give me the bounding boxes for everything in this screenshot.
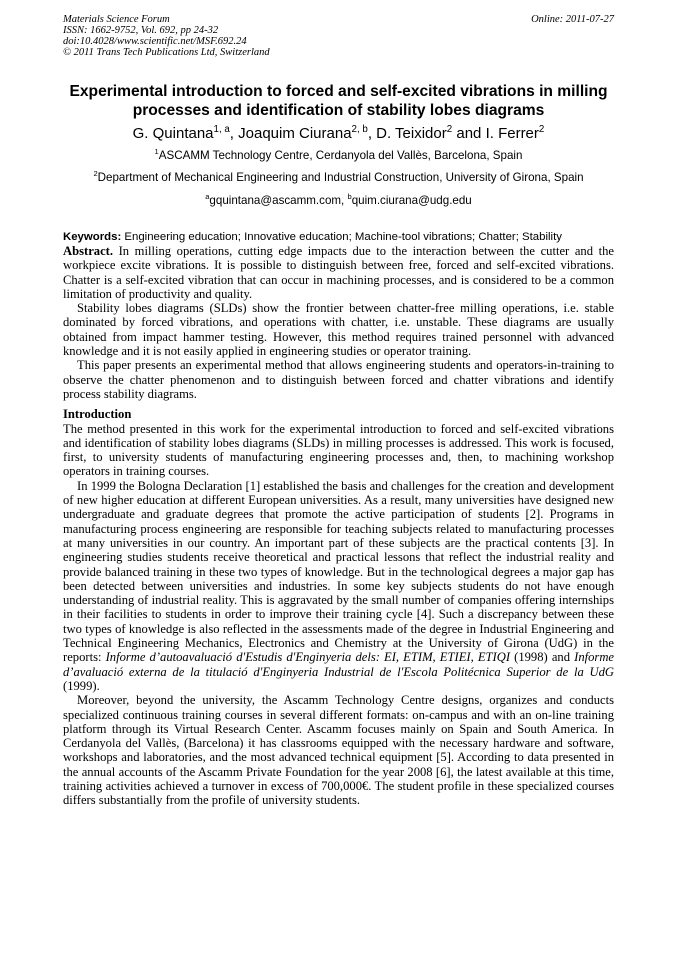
intro-text: (1999). xyxy=(63,678,100,693)
abstract-paragraph-3: This paper presents an experimental method that allows engineering students and operators-in-training to observe the chatter phenomenon and to distinguish between forced and chatter vibrations and identify process stability diagrams. xyxy=(63,358,614,401)
paper-page xyxy=(63,14,614,808)
keywords-text: Engineering education; Innovative education; Machine-tool vibrations; Chatter; Stability xyxy=(121,231,562,243)
section-heading-introduction: Introduction xyxy=(63,407,132,422)
email-mark: a xyxy=(205,192,210,202)
affiliation-text: Department of Mechanical Engineering and Industrial Construction, University of Girona, Spain xyxy=(97,171,584,184)
intro-paragraph-3: Moreover, beyond the university, the Ascamm Technology Centre designs, organizes and conducts specialized continuous training courses in several different formats: on-campus and with an on-line training platform through its Virtual Research Center. Ascamm focuses mainly on Spain and South America. In Cerdanyola del Vallès, (Barcelona) it has classrooms equipped with the necessary hardware and software, workshops and laboratories, and the most advanced technical equipment [5]. According to data presented in the annual accounts of the Ascamm Private Foundation for the year 2008 [6], the latest available at this time, training activities achieved a turnover in excess of 700,000€. The student profile in these specialized courses differs substantially from the profile of university students. xyxy=(63,693,614,808)
abstract-text: In milling operations, cutting edge impacts due to the interaction between the cutter and the workpiece excite vibrations. It is possible to distinguish between free, forced and self-excited vibrations. Chatter is a self-excited vibration that can occur in machining processes, and is considered to be a common limitation of productivity and quality. xyxy=(63,244,614,301)
author-affil-mark: 2 xyxy=(446,124,453,135)
affiliation-text: ASCAMM Technology Centre, Cerdanyola del Vallès, Barcelona, Spain xyxy=(158,149,523,162)
abstract-label: Abstract. xyxy=(63,244,114,258)
author-affil-mark: 2, b xyxy=(351,124,368,135)
paper-title: Experimental introduction to forced and self-excited vibrations in milling processes and identification of stability lobes diagrams xyxy=(69,83,608,119)
author-separator: , xyxy=(229,125,239,142)
doi-line: doi:10.4028/www.scientific.net/MSF.692.24 xyxy=(63,36,247,47)
email-mark: b xyxy=(347,192,352,202)
author-name: G. Quintana xyxy=(132,125,214,142)
paper-body xyxy=(63,244,614,808)
author-list xyxy=(63,125,614,143)
affiliation-mark: 1 xyxy=(154,147,159,157)
intro-paragraph-1: The method presented in this work for the experimental introduction to forced and self-excited vibrations and identification of stability lobes diagrams (SLDs) in milling processes is addressed. This work is focused, first, to university students of manufacturing engineering processes and, then, to machining workshop operators in training courses. xyxy=(63,421,614,479)
affiliation-mark: 2 xyxy=(93,169,98,179)
author-separator: , xyxy=(367,125,377,142)
copyright-line: © 2011 Trans Tech Publications Ltd, Switzerland xyxy=(63,47,270,58)
report-title: Informe d’avaluació externa de la titulació d'Enginyeria Industrial de l'Escola Politécnica Superior de la UdG xyxy=(63,650,614,679)
author-name: D. Teixidor xyxy=(376,125,447,142)
intro-text: In 1999 the Bologna Declaration [1] established the basis and challenges for the creation and development of new higher education at different European universities. As a result, many universities have designed new undergraduate and graduate degrees that promote the active participation of students [2]. Programs in manufacturing process engineering are responsible for teaching subjects related to manufacturing processes at many universities in our country. An important part of these subjects are the practical contents [3]. In engineering studies students receive theoretical and practical lessons that reflect the industrial reality and provide balanced training in these two types of knowledge. But in the technological degrees a major gap has been detected between universities and industries. In some key subjects students do not have enough understanding of industrial reality. This is aggravated by the small number of companies offering internships in their facilities to students in order to improve their training cycle [4]. Such a discrepancy between these two types of knowledge is also reflected in the assessments made of the degree in Industrial Engineering and Technical Engineering Mechanics, Electronics and Chemistry at the University of Girona (UdG) in the reports: xyxy=(63,478,614,665)
author-affil-mark: 2 xyxy=(538,124,545,135)
author-name: I. Ferrer xyxy=(485,125,539,142)
email-text: quim.ciurana@udg.edu xyxy=(351,194,472,207)
issn-line: ISSN: 1662-9752, Vol. 692, pp 24-32 xyxy=(63,25,219,36)
keywords xyxy=(63,230,614,244)
online-date: Online: 2011-07-27 xyxy=(531,14,614,25)
affiliation-1 xyxy=(63,149,614,163)
publication-header xyxy=(63,14,614,58)
affiliation-2 xyxy=(63,171,614,185)
author-name: Joaquim Ciurana xyxy=(238,125,352,142)
abstract-paragraph-2: Stability lobes diagrams (SLDs) show the frontier between chatter-free milling operations, i.e. stable dominated by forced vibrations, and operations with chatter, i.e. unstable. These diagrams are usually obtained from impact hammer testing. However, this method requires trained personnel with advanced knowledge and it is not easily applied in engineering studies or operator training. xyxy=(63,301,614,359)
journal-name: Materials Science Forum xyxy=(63,14,170,25)
email-text: gquintana@ascamm.com, xyxy=(209,194,348,207)
intro-paragraph-2 xyxy=(63,479,614,693)
author-affil-mark: 1, a xyxy=(213,124,230,135)
abstract-paragraph-1 xyxy=(63,244,614,301)
author-separator: and xyxy=(452,125,486,142)
intro-text: (1998) and xyxy=(510,650,575,665)
report-title: Informe d’autoavaluació d'Estudis d'Enginyeria dels: EI, ETIM, ETIEI, ETIQI xyxy=(105,650,511,665)
keywords-label: Keywords: xyxy=(63,231,122,243)
author-emails xyxy=(63,194,614,208)
